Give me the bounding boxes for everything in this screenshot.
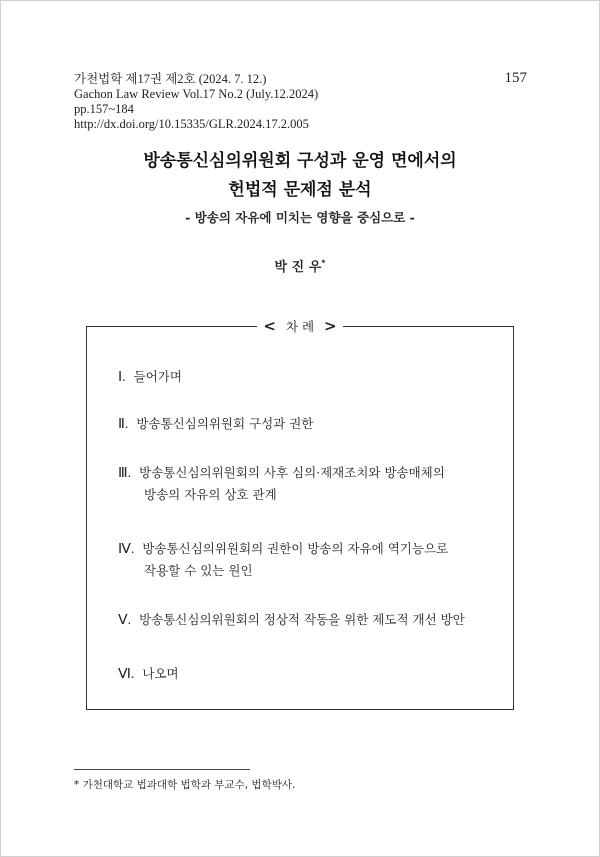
toc-number: Ⅰ.	[118, 370, 126, 385]
toc-item-6[interactable]	[118, 663, 508, 685]
toc-text: 방송통신심의위원회의 사후 심의·제재조치와 방송매체의	[139, 465, 445, 480]
footnote-divider	[74, 769, 250, 770]
journal-info	[74, 72, 318, 132]
page-range: pp.157~184	[74, 102, 134, 116]
author	[0, 256, 600, 275]
toc-text: 방송통신심의위원회의 권한이 방송의 자유에 역기능으로	[142, 541, 449, 556]
doi-link[interactable]: http://dx.doi.org/10.15335/GLR.2024.17.2.005	[74, 117, 309, 131]
author-footnote: * 가천대학교 법과대학 법학과 부교수, 법학박사.	[74, 779, 296, 791]
toc-number: Ⅵ.	[118, 667, 135, 682]
toc-open-bracket: <	[263, 317, 276, 335]
toc-item-2[interactable]	[118, 413, 508, 435]
journal-korean: 가천법학 제17권 제2호 (2024. 7. 12.)	[74, 72, 267, 86]
toc-item-5[interactable]	[118, 609, 508, 631]
title-line-1: 방송통신심의위원회 구성과 운영 면에서의	[143, 151, 457, 171]
toc-number: Ⅳ.	[118, 542, 135, 557]
toc-text: 방송통신심의위원회 구성과 권한	[136, 416, 314, 431]
title-line-2: 헌법적 문제점 분석	[228, 180, 372, 200]
toc-number: Ⅴ.	[118, 613, 132, 628]
toc-number: Ⅱ.	[118, 417, 129, 432]
subtitle: - 방송의 자유에 미치는 영향을 중심으로 -	[185, 210, 415, 225]
toc-number: Ⅲ.	[118, 466, 132, 481]
author-name: 박 진 우	[274, 260, 322, 275]
toc-text: 들어가며	[133, 369, 182, 384]
toc-text-continued: 작용할 수 있는 원인	[144, 563, 253, 578]
toc-heading	[0, 316, 600, 335]
toc-text-continued: 방송의 자유의 상호 관계	[144, 487, 277, 502]
toc-heading-label: 차 례	[280, 319, 320, 334]
toc-close-bracket: >	[324, 317, 337, 335]
author-footnote-mark[interactable]: *	[321, 258, 326, 268]
toc-item-3[interactable]	[118, 462, 508, 505]
toc-text: 방송통신심의위원회의 정상적 작동을 위한 제도적 개선 방안	[139, 612, 465, 627]
toc-text: 나오며	[142, 666, 179, 681]
page-number: 157	[504, 70, 527, 86]
journal-english: Gachon Law Review Vol.17 No.2 (July.12.2024)	[74, 87, 319, 101]
toc-item-1[interactable]	[118, 366, 508, 388]
toc-item-4[interactable]	[118, 538, 508, 581]
